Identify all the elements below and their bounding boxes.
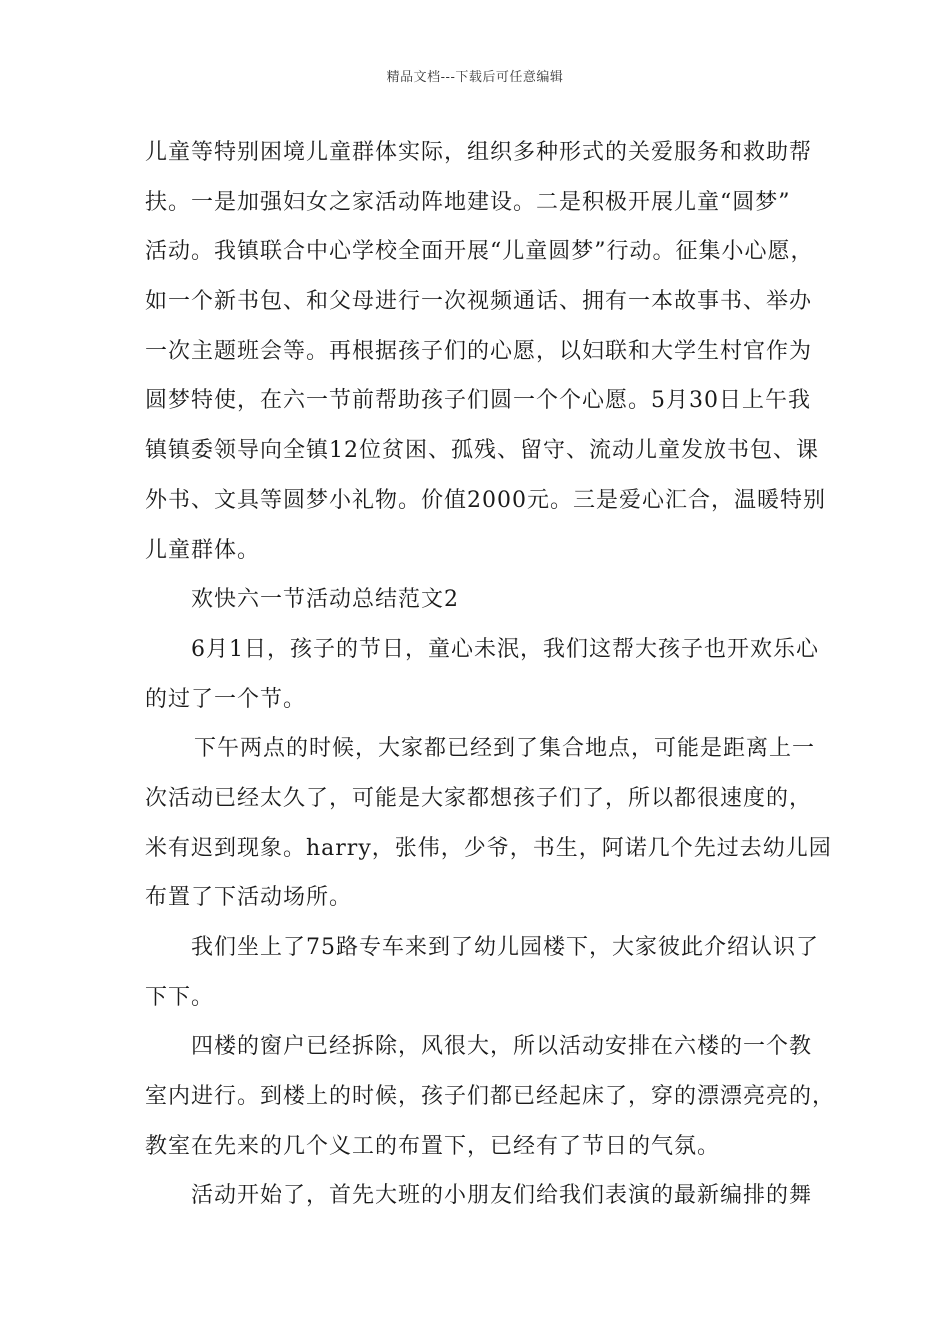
text-line: 下下。 — [145, 984, 215, 1010]
text-line: 扶。一是加强妇女之家活动阵地建设。二是积极开展儿童“圆梦” — [145, 189, 791, 215]
text-line: 四楼的窗户已经拆除，风很大，所以活动安排在六楼的一个教 — [191, 1034, 813, 1060]
text-line: 6月1日，孩子的节日，童心未泯，我们这帮大孩子也开欢乐心 — [191, 636, 819, 662]
text-line: 活动。我镇联合中心学校全面开展“儿童圆梦”行动。征集小心愿， — [145, 239, 814, 265]
text-line: 的过了一个节。 — [145, 686, 307, 712]
text-line: 我们坐上了75路专车来到了幼儿园楼下，大家彼此介绍认识了 — [191, 935, 819, 960]
section-title: 欢快六一节活动总结范文2 — [191, 587, 459, 613]
text-line: 镇镇委领导向全镇12位贫困、孤残、留守、流动儿童发放书包、课 — [145, 438, 819, 464]
text-line: 米有迟到现象。harry，张伟，少爷，书生，阿诺几个先过去幼儿园 — [145, 835, 832, 861]
text-line: 如一个新书包、和父母进行一次视频通话、拥有一本故事书、举办 — [145, 289, 813, 315]
text-line: 一次主题班会等。再根据孩子们的心愿，以妇联和大学生村官作为 — [145, 338, 813, 364]
text-line: 圆梦特使，在六一节前帮助孩子们圆一个个心愿。5月30日上午我 — [145, 388, 811, 414]
text-line: 儿童群体。 — [145, 537, 261, 563]
text-line: 儿童等特别困境儿童群体实际，组织多种形式的关爱服务和救助帮 — [145, 140, 813, 165]
text-line: 次活动已经太久了，可能是大家都想孩子们了，所以都很速度的， — [145, 785, 813, 811]
document-body — [145, 128, 836, 1221]
text-line: 外书、文具等圆梦小礼物。价值2000元。三是爱心汇合，温暖特别 — [145, 487, 826, 513]
page-header: 精品文档---下载后可任意编辑 — [386, 70, 564, 85]
text-line: 下午两点的时候，大家都已经到了集合地点，可能是距离上一 — [194, 736, 816, 762]
text-line: 教室在先来的几个义工的布置下，已经有了节日的气氛。 — [145, 1133, 721, 1159]
text-line: 活动开始了，首先大班的小朋友们给我们表演的最新编排的舞 — [191, 1183, 813, 1209]
text-line: 布置了下活动场所。 — [145, 885, 353, 911]
text-line: 室内进行。到楼上的时候，孩子们都已经起床了，穿的漂漂亮亮的， — [145, 1084, 836, 1110]
